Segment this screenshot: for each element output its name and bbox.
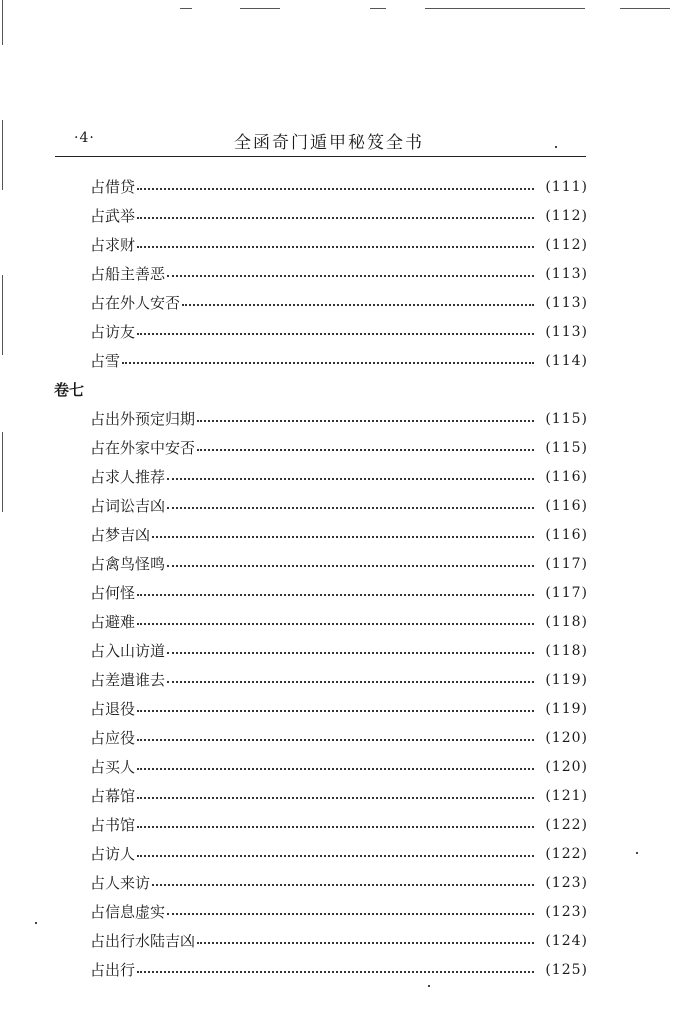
- toc-entry-title: 占人来访: [90, 874, 151, 892]
- toc-entry: [54, 230, 588, 259]
- toc-entry-title: 占访友: [90, 323, 136, 341]
- table-of-contents: [54, 172, 588, 984]
- toc-entry-page: (123): [545, 874, 588, 891]
- dot-leader: [122, 362, 534, 364]
- dot-leader: [167, 275, 534, 277]
- scan-artifact-left: [2, 432, 3, 512]
- toc-entry-page: (119): [545, 700, 588, 717]
- toc-entry-page: (123): [545, 903, 588, 920]
- toc-entry-title: 占梦吉凶: [90, 526, 151, 544]
- toc-entry-page: (115): [545, 410, 588, 427]
- toc-entry-title: 占出行水陆吉凶: [90, 932, 196, 950]
- dot-leader: [137, 188, 534, 190]
- dot-leader: [137, 826, 534, 828]
- toc-entry: [54, 607, 588, 636]
- toc-entry-title: 占在外人安否: [90, 294, 181, 312]
- scan-artifact-left: [2, 275, 3, 355]
- toc-entry-page: (113): [545, 294, 588, 311]
- toc-entry: [54, 288, 588, 317]
- dot-leader: [137, 217, 534, 219]
- toc-entry-title: 占求人推荐: [90, 468, 166, 486]
- toc-entry-page: (112): [545, 207, 588, 224]
- toc-entry: [54, 491, 588, 520]
- toc-entry: [54, 201, 588, 230]
- toc-entry-page: (118): [545, 613, 588, 630]
- toc-entry-title: 占求财: [90, 236, 136, 254]
- toc-entry: [54, 868, 588, 897]
- dot-leader: [137, 623, 534, 625]
- page-header: [74, 128, 586, 156]
- scan-artifact-top: [240, 8, 280, 9]
- toc-entry: [54, 462, 588, 491]
- dot-leader: [167, 913, 534, 915]
- toc-entry-page: (125): [545, 961, 588, 978]
- toc-entry: [54, 578, 588, 607]
- toc-entry-title: 占幕馆: [90, 787, 136, 805]
- dot-leader: [137, 855, 534, 857]
- dot-leader: [197, 420, 534, 422]
- toc-entry-page: (122): [545, 816, 588, 833]
- dot-leader: [167, 652, 534, 654]
- header-rule: [55, 156, 586, 157]
- toc-entry-title: 占差遣谁去: [90, 671, 166, 689]
- toc-entry-page: (116): [545, 468, 588, 485]
- dot-leader: [137, 333, 534, 335]
- toc-entry: [54, 752, 588, 781]
- toc-entry: [54, 781, 588, 810]
- toc-entry-title: 占买人: [90, 758, 136, 776]
- toc-entry: [54, 723, 588, 752]
- toc-entry-title: 占借贷: [90, 178, 136, 196]
- toc-entry-page: (111): [545, 178, 588, 195]
- toc-entry-title: 占入山访道: [90, 642, 166, 660]
- toc-entry: [54, 665, 588, 694]
- toc-entry-title: 占雪: [90, 352, 121, 370]
- scan-speck: [636, 852, 638, 854]
- toc-entry-title: 占武举: [90, 207, 136, 225]
- dot-leader: [137, 594, 534, 596]
- dot-leader: [137, 246, 534, 248]
- toc-entry: [54, 926, 588, 955]
- toc-entry: [54, 317, 588, 346]
- toc-entry: [54, 404, 588, 433]
- toc-entry-page: (114): [545, 352, 588, 369]
- toc-entry-title: 占信息虚实: [90, 903, 166, 921]
- toc-entry: [54, 520, 588, 549]
- scan-artifact-top: [425, 8, 585, 9]
- toc-entry-title: 占访人: [90, 845, 136, 863]
- toc-entry: [54, 259, 588, 288]
- toc-entry: [54, 955, 588, 984]
- toc-entry-page: (117): [545, 555, 588, 572]
- toc-entry-title: 占应役: [90, 729, 136, 747]
- toc-entry-page: (113): [545, 265, 588, 282]
- scan-artifact-top: [620, 8, 670, 9]
- toc-entry-title: 占书馆: [90, 816, 136, 834]
- dot-leader: [167, 507, 534, 509]
- dot-leader: [167, 565, 534, 567]
- toc-entry-title: 占出行: [90, 961, 136, 979]
- dot-leader: [197, 449, 534, 451]
- scan-artifact-left: [2, 0, 3, 45]
- toc-entry-page: (116): [545, 526, 588, 543]
- dot-leader: [167, 478, 534, 480]
- toc-entry-title: 占船主善恶: [90, 265, 166, 283]
- toc-entry-page: (118): [545, 642, 588, 659]
- toc-entry-page: (120): [545, 758, 588, 775]
- toc-entry: [54, 897, 588, 926]
- toc-entry: [54, 549, 588, 578]
- toc-entry-page: (112): [545, 236, 588, 253]
- toc-entry: [54, 433, 588, 462]
- dot-leader: [137, 710, 534, 712]
- toc-entry: [54, 810, 588, 839]
- toc-entry-title: 占何怪: [90, 584, 136, 602]
- toc-entry-page: (116): [545, 497, 588, 514]
- toc-entry-page: (117): [545, 584, 588, 601]
- dot-leader: [137, 971, 534, 973]
- dot-leader: [137, 739, 534, 741]
- dot-leader: [182, 304, 534, 306]
- dot-leader: [137, 797, 534, 799]
- toc-entry-page: (113): [545, 323, 588, 340]
- section-heading: 卷七: [54, 381, 85, 399]
- toc-entry-title: 占在外家中安否: [90, 439, 196, 457]
- scan-artifact-top: [370, 8, 386, 9]
- toc-entry-title: 占禽鸟怪鸣: [90, 555, 166, 573]
- dot-leader: [197, 942, 534, 944]
- book-title: 全函奇门遁甲秘笈全书: [234, 133, 424, 153]
- scan-artifact-top: [180, 8, 192, 9]
- toc-entry: [54, 694, 588, 723]
- toc-entry-title: 占词讼吉凶: [90, 497, 166, 515]
- dot-leader: [167, 681, 534, 683]
- dot-leader: [137, 768, 534, 770]
- dot-leader: [152, 536, 534, 538]
- scan-speck: [428, 985, 430, 987]
- toc-entry: [54, 839, 588, 868]
- toc-entry-page: (120): [545, 729, 588, 746]
- scan-speck: [35, 922, 37, 924]
- toc-entry: [54, 636, 588, 665]
- toc-entry: [54, 346, 588, 375]
- page-number: ·4·: [74, 130, 95, 146]
- dot-leader: [152, 884, 534, 886]
- toc-entry: [54, 172, 588, 201]
- toc-entry-title: 占退役: [90, 700, 136, 718]
- toc-entry-page: (119): [545, 671, 588, 688]
- scan-artifact-left: [2, 120, 3, 190]
- toc-entry-page: (121): [545, 787, 588, 804]
- toc-entry-page: (122): [545, 845, 588, 862]
- toc-entry-title: 占避难: [90, 613, 136, 631]
- toc-entry-page: (124): [545, 932, 588, 949]
- toc-entry-page: (115): [545, 439, 588, 456]
- toc-entry-title: 占出外预定归期: [90, 410, 196, 428]
